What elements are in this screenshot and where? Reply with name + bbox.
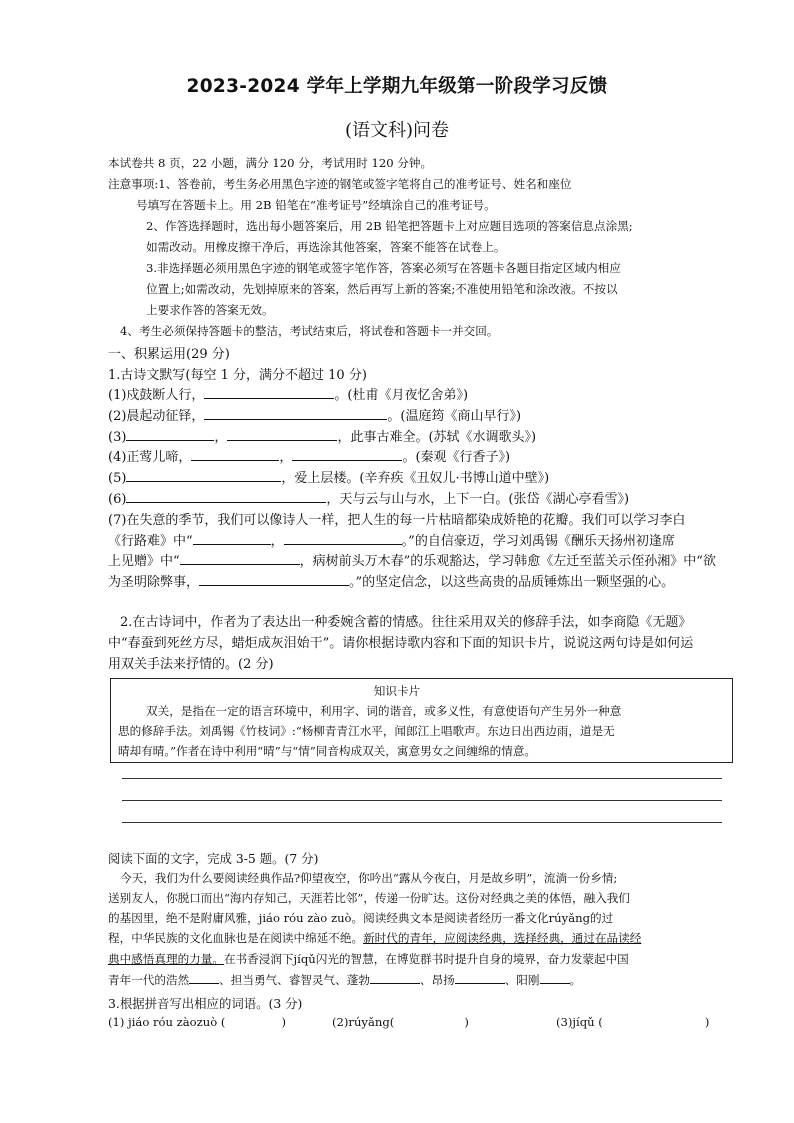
answer-line-2: [122, 800, 722, 801]
instructions-intro: 本试卷共 8 页，22 小题，满分 120 分，考试用时 120 分钟。: [108, 156, 433, 170]
note-3a: 3.非选择题必须用黑色字迹的钢笔或签字笔作答，答案必须写在答题卡各题目指定区域内相应: [146, 261, 621, 275]
q1-item-4: (4)正莺儿啼， ， 。(秦观《行香子》): [108, 450, 511, 465]
knowledge-card-title: 知识卡片: [373, 684, 421, 698]
reading-p6: 青年一代的浩然 、担当勇气、睿智灵气、蓬勃 、昂扬 、阳刚 。: [108, 973, 582, 987]
reading-p5: 典中感悟真理的力量。在书香浸润下jíqǔ闪光的智慧，在博览群书时提升自身的境界，奋力发蒙起中国: [108, 952, 629, 966]
q1-item-2: (2)晨起动征铎， 。(温庭筠《商山早行》): [108, 409, 522, 424]
section-heading: 一、积累运用(29 分): [108, 347, 230, 362]
knowledge-card-line1: 双关，是指在一定的语言环境中，利用字、词的谐音，或多义性，有意使语句产生另外一种意: [146, 704, 622, 718]
q1-7-line4: 为圣明除弊事， 。”的坚定信念，以这些高贵的品质锤炼出一颗坚强的心。: [108, 575, 675, 590]
q1-item-5: (5) ，爱上层楼。(辛弃疾《丑奴儿·书博山道中壁》): [108, 471, 550, 486]
note-1a: 注意事项:1、答卷前，考生务必用黑色字迹的钢笔或签字笔将自己的准考证号、姓名和座位: [108, 177, 572, 191]
knowledge-card-line3: 晴却有晴。”作者在诗中利用“晴”与“情”同音构成双关，寓意男女之间缠绵的情意。: [118, 744, 537, 758]
q2-line3: 用双关手法来抒情的。(2 分): [108, 657, 274, 672]
q1-item-1: (1)戍鼓断人行， 。(杜甫《月夜忆舍弟》): [108, 388, 469, 403]
q1-title: 1.古诗文默写(每空 1 分，满分不超过 10 分): [108, 368, 367, 383]
exam-subtitle: (语文科)问卷: [344, 120, 450, 141]
q3-title: 3.根据拼音写出相应的词语。(3 分): [108, 996, 303, 1011]
q1-7-line1: (7)在失意的季节，我们可以像诗人一样，把人生的每一片枯暗都染成娇艳的花瓣。我们可以学习李白: [108, 513, 686, 528]
q1-7-line2: 《行路难》中“ ， 。”的自信豪迈，学习刘禹锡《酬乐天扬州初逢席: [108, 534, 675, 549]
reading-p3: 的基因里，绝不是附庸风雅，jiáo róu zào zuò。阅读经典文本是阅读者经历一番文化rúyǎng的过: [108, 911, 614, 925]
q3-part-1: (1) jiáo róu zàozuò ( ): [108, 1015, 286, 1029]
exam-title: 2023-2024 学年上学期九年级第一阶段学习反馈: [186, 76, 608, 97]
reading-intro: 阅读下面的文字，完成 3-5 题。(7 分): [108, 851, 319, 866]
q2-line2: 中“春蚕到死丝方尽，蜡炬成灰泪始干”。请你根据诗歌内容和下面的知识卡片，说说这两句诗是如何运: [108, 636, 694, 651]
reading-p2: 送别友人，你脱口而出“海内存知己，天涯若比邻”，传递一份旷达。这份对经典之美的体悟，融入我们: [108, 891, 630, 905]
knowledge-card-line2: 思的修辞手法。刘禹锡《竹枝词》:“杨柳青青江水平，闻郎江上唱歌声。东边日出西边雨，道是无: [118, 724, 615, 738]
note-4: 4、考生必须保持答题卡的整洁，考试结束后，将试卷和答题卡一并交回。: [120, 324, 499, 338]
reading-p4: 程，中华民族的文化血脉也是在阅读中绵延不绝。新时代的青年，应阅读经典，选择经典，通过在品读经: [108, 931, 642, 945]
note-2b: 如需改动。用橡皮擦干净后，再选涂其他答案，答案不能答在试卷上。: [146, 240, 506, 254]
answer-line-1: [122, 778, 722, 779]
note-2a: 2、作答选择题时，选出每小题答案后，用 2B 铅笔把答题卡上对应题目选项的答案信息点涂黑;: [146, 219, 633, 233]
answer-line-3: [122, 822, 722, 823]
reading-p1: 今天，我们为什么要阅读经典作品?仰望夜空，你吟出“露从今夜白，月是故乡明”，流淌一份乡情;: [120, 871, 618, 885]
note-1b: 号填写在答题卡上。用 2B 铅笔在“准考证号”经填涂自己的准考证号。: [136, 198, 496, 212]
q1-item-6: (6) ，天与云与山与水，上下一白。(张岱《湖心亭看雪》): [108, 492, 630, 507]
q1-7-line3: 上见赠》中“ ，病树前头万木春”的乐观豁达，学习韩愈《左迁至蓝关示侄孙湘》中“欲: [108, 554, 716, 569]
q1-item-3: (3) ， ，此事古难全。(苏轼《水调歌头》): [108, 430, 537, 445]
q3-part-3: (3)jíqǔ ( ): [556, 1015, 710, 1029]
q3-part-2: (2)rúyǎng( ): [332, 1015, 469, 1029]
q2-line1: 2.在古诗词中，作者为了表达出一种委婉含蓄的情感。往往采用双关的修辞手法，如李商隐《无题》: [120, 615, 692, 630]
note-3c: 上要求作答的答案无效。: [146, 303, 274, 317]
note-3b: 位置上;如需改动，先划掉原来的答案，然后再写上新的答案;不准使用铅笔和涂改液。不按以: [146, 282, 618, 296]
